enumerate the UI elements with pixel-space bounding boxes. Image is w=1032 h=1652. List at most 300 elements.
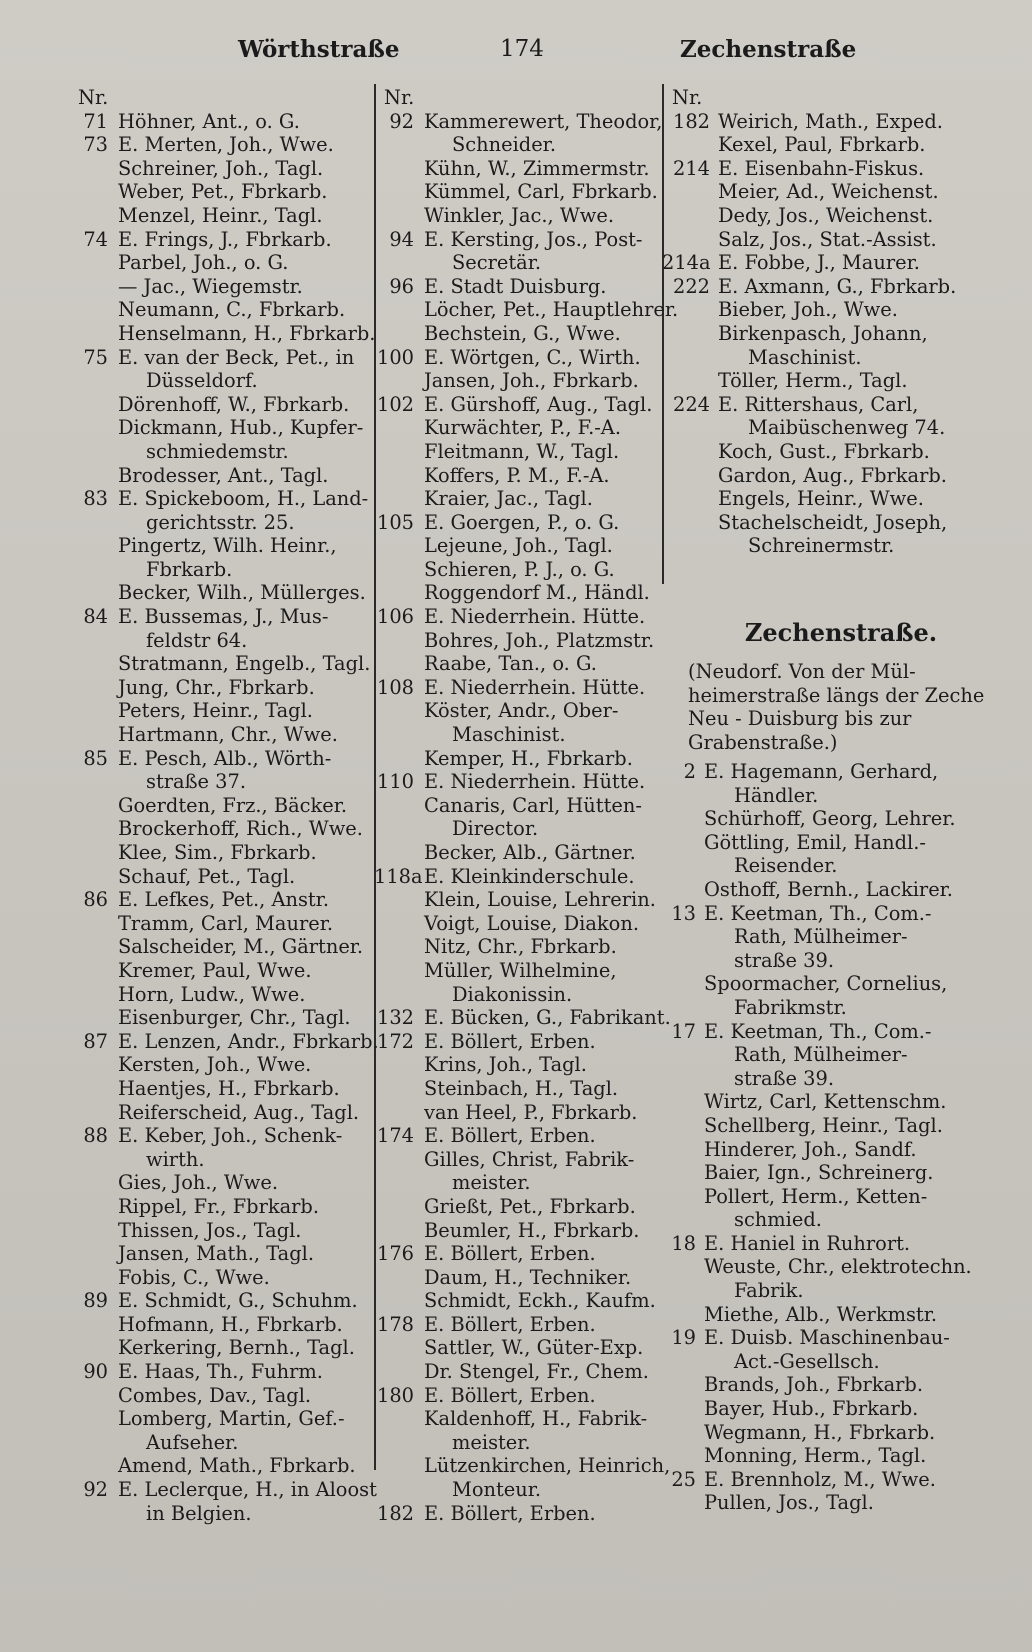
house-number: 222 [672, 274, 710, 298]
directory-entry [374, 983, 662, 1007]
directory-entry [374, 1219, 662, 1243]
directory-entry [374, 1360, 662, 1384]
directory-entry [648, 831, 992, 855]
directory-entry [374, 369, 662, 393]
directory-entry [374, 1171, 662, 1195]
directory-entry [68, 487, 368, 511]
entry-text: Pingertz, Wilh. Heinr., [118, 534, 337, 558]
house-number: 110 [376, 770, 414, 794]
directory-entry [374, 228, 662, 252]
entry-text: Sattler, W., Güter-Exp. [424, 1336, 644, 1360]
directory-entry [374, 912, 662, 936]
house-number: 83 [83, 487, 108, 511]
directory-entry [374, 1289, 662, 1313]
entry-text: Kammerewert, Theodor, [424, 109, 663, 133]
intro-line: heimerstraße längs der Zeche [688, 683, 985, 707]
directory-entry [68, 321, 376, 346]
house-number: 102 [376, 392, 414, 416]
directory-entry [648, 1468, 992, 1492]
directory-entry [68, 369, 368, 393]
entry-text: E. Lefkes, Pet., Anstr. [118, 888, 329, 912]
entry-text: Fobis, C., Wwe. [118, 1265, 270, 1289]
directory-entry [374, 1431, 662, 1455]
entry-text: Maschinist. [748, 345, 862, 369]
entry-text: Aufseher. [146, 1430, 239, 1454]
directory-entry [68, 558, 368, 582]
directory-entry [374, 1336, 662, 1360]
entry-text: Höhner, Ant., o. G. [118, 109, 300, 133]
entry-text: Menzel, Heinr., Tagl. [118, 203, 323, 227]
house-number: 174 [376, 1124, 414, 1148]
house-number: 84 [83, 605, 108, 629]
directory-entry [374, 487, 662, 511]
directory-entry [648, 949, 992, 973]
directory-entry [648, 1326, 992, 1350]
entry-text: Eisenburger, Chr., Tagl. [118, 1006, 351, 1030]
house-number-heading: Nr. [672, 86, 703, 109]
entry-text: E. Böllert, Erben. [424, 1124, 596, 1148]
entry-text: Meier, Ad., Weichenst. [718, 180, 939, 204]
entry-text: Rath, Mülheimer- [734, 925, 908, 949]
directory-entry [68, 935, 368, 959]
entry-text: E. Bussemas, J., Mus- [118, 605, 329, 629]
entry-text: E. Keetman, Th., Com.- [704, 1019, 932, 1043]
entry-text: Koffers, P. M., F.-A. [424, 463, 610, 487]
house-number: 71 [83, 109, 108, 133]
entry-text: Jung, Chr., Fbrkarb. [118, 675, 315, 699]
entry-text: E. Niederrhein. Hütte. [424, 770, 646, 794]
house-number: 89 [83, 1289, 108, 1313]
entry-text: E. Stadt Duisburg. [424, 274, 607, 298]
entry-text: E. Duisb. Maschinenbau- [704, 1326, 950, 1350]
entry-text: E. Axmann, G., Fbrkarb. [718, 274, 957, 298]
directory-entry [68, 1266, 368, 1290]
entry-text: E. Fobbe, J., Maurer. [718, 251, 920, 275]
entry-text: Baier, Ign., Schreinerg. [704, 1161, 934, 1185]
directory-entry [68, 393, 368, 417]
entry-text: Bayer, Hub., Fbrkarb. [704, 1397, 919, 1421]
directory-entry [374, 1407, 662, 1431]
entry-text: E. Pesch, Alb., Wörth- [118, 746, 332, 770]
directory-entry [68, 629, 368, 653]
entry-text: E. Bücken, G., Fabrikant. [424, 1006, 671, 1030]
entry-text: Lützenkirchen, Heinrich, [424, 1454, 671, 1478]
entry-text: Schellberg, Heinr., Tagl. [704, 1113, 943, 1137]
directory-entry [68, 794, 368, 818]
directory-entry [68, 817, 368, 841]
entry-text: Osthoff, Bernh., Lackirer. [704, 877, 953, 901]
entry-text: Horn, Ludw., Wwe. [118, 982, 306, 1006]
entry-text: Salz, Jos., Stat.-Assist. [718, 227, 937, 251]
directory-entry [648, 1279, 992, 1303]
directory-entry [374, 676, 662, 700]
entry-text: Winkler, Jac., Wwe. [424, 203, 615, 227]
entry-text: Töller, Herm., Tagl. [718, 369, 908, 393]
directory-entry [68, 110, 368, 134]
entry-text: E. Lenzen, Andr., Fbrkarb. [118, 1029, 379, 1053]
directory-entry [648, 784, 992, 808]
directory-entry [662, 487, 992, 511]
directory-entry [374, 1266, 662, 1290]
directory-entry [68, 1077, 368, 1101]
entry-text: Beumler, H., Fbrkarb. [424, 1218, 640, 1242]
directory-entry [374, 416, 662, 440]
directory-entry [68, 1313, 368, 1337]
directory-entry [68, 723, 368, 747]
directory-entry [374, 959, 662, 983]
house-number: 176 [376, 1242, 414, 1266]
directory-entry [374, 464, 662, 488]
directory-entry [648, 854, 992, 878]
directory-entry [374, 817, 662, 841]
column-number-heading [68, 86, 368, 110]
entry-text: Rath, Mülheimer- [734, 1043, 908, 1067]
house-number: 85 [83, 746, 108, 770]
house-number: 73 [83, 133, 108, 157]
directory-entry [662, 534, 992, 558]
directory-entry [648, 1350, 992, 1374]
house-number-heading: Nr. [78, 86, 109, 109]
directory-entry [648, 996, 992, 1020]
directory-entry [68, 204, 368, 228]
directory-entry [68, 841, 368, 865]
entry-text: van Heel, P., Fbrkarb. [424, 1100, 638, 1124]
entry-text: Diakonissin. [452, 982, 573, 1006]
directory-entry [68, 1407, 368, 1431]
entry-text: Dedy, Jos., Weichenst. [718, 203, 934, 227]
entry-text: Rippel, Fr., Fbrkarb. [118, 1194, 320, 1218]
entry-text: Göttling, Emil, Handl.- [704, 830, 926, 854]
entry-text: Pullen, Jos., Tagl. [704, 1491, 874, 1515]
entry-text: E. Keetman, Th., Com.- [704, 901, 932, 925]
directory-entry [68, 959, 368, 983]
entry-text: Koch, Gust., Fbrkarb. [718, 439, 930, 463]
directory-entry [374, 1148, 662, 1172]
directory-entry [68, 1360, 368, 1384]
directory-entry [648, 1138, 992, 1162]
directory-entry [68, 1195, 368, 1219]
house-number: 178 [376, 1312, 414, 1336]
directory-entry [68, 275, 368, 299]
entry-text: E. Böllert, Erben. [424, 1501, 596, 1525]
entry-text: Gilles, Christ, Fabrik- [424, 1147, 635, 1171]
directory-entry [648, 1067, 992, 1091]
page-header [0, 36, 1032, 76]
entry-text: Kümmel, Carl, Fbrkarb. [424, 180, 658, 204]
directory-entry [648, 1373, 992, 1397]
directory-entry [68, 180, 368, 204]
entry-text: Maschinist. [452, 723, 566, 747]
directory-entry [662, 511, 992, 535]
directory-entry [648, 760, 992, 784]
directory-entry [374, 1502, 662, 1526]
directory-entry [68, 346, 368, 370]
directory-entry [374, 1124, 662, 1148]
directory-entry [648, 1161, 992, 1185]
entry-text: E. Brennholz, M., Wwe. [704, 1467, 936, 1491]
header-right-street: Zechenstraße [680, 36, 857, 63]
directory-entry [374, 841, 662, 865]
entry-text: Kühn, W., Zimmermstr. [424, 156, 650, 180]
entry-text: Nitz, Chr., Fbrkarb. [424, 935, 617, 959]
directory-entry [662, 440, 992, 464]
entry-text: E. Merten, Joh., Wwe. [118, 133, 334, 157]
entry-text: Canaris, Carl, Hütten- [424, 793, 642, 817]
directory-entry [648, 878, 992, 902]
entry-text: Roggendorf M., Händl. [424, 581, 650, 605]
directory-entry [648, 1114, 992, 1138]
entry-text: Steinbach, H., Tagl. [424, 1076, 619, 1100]
directory-entry [68, 699, 368, 723]
entry-text: Kemper, H., Fbrkarb. [424, 746, 633, 770]
entry-text: Salscheider, M., Gärtner. [118, 935, 364, 959]
directory-entry [374, 1053, 662, 1077]
house-number: 25 [671, 1467, 696, 1491]
directory-entry [68, 1101, 368, 1125]
entry-text: schmied. [734, 1208, 822, 1232]
entry-text: Combes, Dav., Tagl. [118, 1383, 312, 1407]
entry-text: Stachelscheidt, Joseph, [718, 510, 948, 534]
directory-entry [374, 1384, 662, 1408]
entry-text: E. Hagemann, Gerhard, [704, 760, 939, 783]
entry-text: Hinderer, Joh., Sandf. [704, 1137, 917, 1161]
entry-text: schmiedemstr. [146, 439, 289, 463]
entry-text: Fabrikmstr. [734, 995, 847, 1019]
entry-text: Schauf, Pet., Tagl. [118, 864, 296, 888]
entry-text: Amend, Math., Fbrkarb. [118, 1454, 356, 1478]
house-number: 19 [671, 1326, 696, 1350]
entry-text: Kaldenhoff, H., Fabrik- [424, 1407, 648, 1431]
entry-text: Thissen, Jos., Tagl. [118, 1218, 302, 1242]
directory-entry [374, 534, 662, 558]
entry-text: E. Böllert, Erben. [424, 1242, 596, 1266]
directory-entry [662, 346, 992, 370]
directory-entry [648, 902, 992, 926]
directory-entry [374, 133, 662, 157]
entry-text: E. Kleinkinderschule. [424, 864, 635, 888]
directory-entry [648, 1255, 992, 1279]
directory-entry [662, 251, 992, 275]
entry-text: Weirich, Math., Exped. [718, 109, 943, 133]
directory-entry [374, 629, 662, 653]
entry-text: Henselmann, H., Fbrkarb. [118, 321, 376, 345]
directory-entry [648, 1185, 992, 1209]
entry-text: Goerdten, Frz., Bäcker. [118, 793, 348, 817]
directory-entry [68, 1124, 368, 1148]
entry-text: Schmidt, Eckh., Kaufm. [424, 1289, 656, 1313]
directory-entry [648, 972, 992, 996]
directory-entry [68, 1289, 368, 1313]
entry-text: Spoormacher, Cornelius, [704, 972, 948, 996]
directory-entry [374, 865, 662, 889]
entry-text: gerichtsstr. 25. [146, 510, 295, 534]
section-intro [688, 660, 988, 754]
directory-entry [374, 770, 662, 794]
house-number: 105 [376, 510, 414, 534]
entry-text: Wirtz, Carl, Kettenschm. [704, 1090, 947, 1114]
directory-entry [68, 1431, 368, 1455]
house-number: 108 [376, 675, 414, 699]
directory-entry [374, 1195, 662, 1219]
entry-text: E. Schmidt, G., Schuhm. [118, 1289, 358, 1313]
house-number: 172 [376, 1029, 414, 1053]
house-number: 75 [83, 345, 108, 369]
entry-text: Bieber, Joh., Wwe. [718, 298, 898, 322]
entry-text: Kremer, Paul, Wwe. [118, 958, 312, 982]
entry-text: Löcher, Pet., Hauptlehrer. [424, 298, 679, 322]
directory-entry [662, 204, 992, 228]
entry-text: Engels, Heinr., Wwe. [718, 487, 924, 511]
directory-entry [648, 1232, 992, 1256]
directory-entry [68, 1006, 368, 1030]
house-number: 90 [83, 1360, 108, 1384]
entry-text: Schürhoff, Georg, Lehrer. [704, 807, 956, 831]
directory-entry [662, 228, 992, 252]
entry-text: Monteur. [452, 1478, 542, 1502]
directory-entry [648, 1020, 992, 1044]
directory-entry [68, 1148, 368, 1172]
directory-entry [68, 1478, 377, 1502]
entry-text: Act.-Gesellsch. [734, 1349, 880, 1373]
directory-entry [374, 157, 662, 181]
directory-entry [68, 983, 368, 1007]
intro-line: Neu - Duisburg bis zur [688, 707, 912, 731]
column-woerthstrasse-end [662, 86, 992, 558]
directory-entry [68, 581, 368, 605]
entry-text: E. Böllert, Erben. [424, 1383, 596, 1407]
entry-text: Köster, Andr., Ober- [424, 699, 619, 723]
entry-text: Becker, Alb., Gärtner. [424, 841, 636, 864]
directory-entry [374, 581, 662, 605]
directory-entry [68, 1219, 368, 1243]
entry-text: Schieren, P. J., o. G. [424, 557, 615, 581]
entry-text: E. Kersting, Jos., Post- [424, 227, 643, 251]
entry-text: Grießt, Pet., Fbrkarb. [424, 1194, 636, 1218]
directory-entry [374, 935, 662, 959]
intro-line: Grabenstraße.) [688, 730, 838, 754]
directory-entry [68, 770, 368, 794]
entry-text: in Belgien. [146, 1501, 252, 1525]
entry-text: Brodesser, Ant., Tagl. [118, 463, 329, 487]
directory-entry [374, 605, 662, 629]
entry-text: Jansen, Joh., Fbrkarb. [424, 369, 639, 393]
entry-text: Müller, Wilhelmine, [424, 958, 617, 982]
directory-entry [68, 912, 368, 936]
entry-text: Haentjes, H., Fbrkarb. [118, 1076, 340, 1100]
entry-text: Pollert, Herm., Ketten- [704, 1184, 928, 1208]
directory-entry [374, 1006, 671, 1030]
house-number: 106 [376, 605, 414, 629]
entry-text: Kurwächter, P., F.-A. [424, 416, 621, 440]
directory-entry [374, 298, 679, 322]
directory-entry [374, 888, 662, 912]
directory-entry [374, 110, 662, 134]
entry-text: Händler. [734, 783, 819, 807]
column-woerthstrasse-continued [374, 86, 679, 1525]
directory-entry [68, 298, 368, 322]
house-number: 100 [376, 345, 414, 369]
entry-text: E. Haniel in Ruhrort. [704, 1231, 911, 1255]
directory-entry [68, 133, 368, 157]
entry-text: Wegmann, H., Fbrkarb. [704, 1420, 936, 1444]
house-number: 13 [671, 901, 696, 925]
entry-text: Lomberg, Martin, Gef.- [118, 1407, 345, 1431]
entry-text: meister. [452, 1430, 531, 1454]
directory-entry [68, 511, 368, 535]
directory-entry [374, 652, 662, 676]
entry-text: — Jac., Wiegemstr. [118, 274, 303, 298]
entry-text: Gardon, Aug., Fbrkarb. [718, 463, 947, 487]
directory-entry [374, 1242, 662, 1266]
page-number: 174 [500, 36, 544, 62]
house-number: 182 [376, 1501, 414, 1525]
header-left-street: Wörthstraße [238, 36, 400, 63]
directory-entry [68, 416, 368, 440]
directory-entry [68, 1336, 368, 1360]
entry-text: E. Gürshoff, Aug., Tagl. [424, 392, 653, 416]
directory-entry [374, 1478, 662, 1502]
directory-entry [374, 699, 662, 723]
entry-text: Gies, Joh., Wwe. [118, 1171, 279, 1195]
entry-text: E. van der Beck, Pet., in [118, 345, 355, 369]
column-number-heading [662, 86, 992, 110]
entry-text: Klein, Louise, Lehrerin. [424, 888, 656, 912]
directory-entry [648, 1043, 992, 1067]
entry-text: feldstr 64. [146, 628, 248, 652]
directory-entry [662, 275, 992, 299]
house-number: 92 [83, 1478, 108, 1502]
directory-entry [374, 558, 662, 582]
column-number-heading [374, 86, 662, 110]
entry-text: meister. [452, 1171, 531, 1195]
entry-text: E. Niederrhein. Hütte. [424, 675, 646, 699]
entry-text: Secretär. [452, 251, 542, 275]
directory-entry [68, 440, 368, 464]
directory-entry [648, 807, 992, 831]
directory-entry [662, 369, 992, 393]
directory-entry [374, 747, 662, 771]
entry-text: E. Böllert, Erben. [424, 1312, 596, 1336]
house-number: 18 [671, 1231, 696, 1255]
entry-text: Neumann, C., Fbrkarb. [118, 298, 346, 322]
entry-text: straße 37. [146, 770, 247, 794]
entry-text: Maibüschenweg 74. [748, 416, 946, 440]
entry-text: Stratmann, Engelb., Tagl. [118, 652, 371, 676]
entry-text: Weuste, Chr., elektrotechn. [704, 1255, 972, 1279]
entry-text: Dörenhoff, W., Fbrkarb. [118, 392, 350, 416]
entry-text: straße 39. [734, 1066, 835, 1090]
directory-entry [374, 346, 662, 370]
house-number: 2 [683, 760, 696, 783]
entry-text: Krins, Joh., Tagl. [424, 1053, 587, 1077]
entry-text: Miethe, Alb., Werkmstr. [704, 1302, 937, 1326]
house-number: 94 [389, 227, 414, 251]
house-number: 118a [374, 864, 423, 888]
entry-text: Monning, Herm., Tagl. [704, 1444, 927, 1468]
entry-text: Director. [452, 817, 539, 841]
entry-text: E. Eisenbahn-Fiskus. [718, 156, 925, 180]
entry-text: Düsseldorf. [146, 369, 258, 393]
house-number: 180 [376, 1383, 414, 1407]
directory-entry [648, 1444, 992, 1468]
entry-text: Brands, Joh., Fbrkarb. [704, 1373, 923, 1397]
entry-text: Bechstein, G., Wwe. [424, 321, 621, 345]
house-number: 87 [83, 1029, 108, 1053]
house-number: 132 [376, 1006, 414, 1030]
directory-entry [374, 794, 662, 818]
entry-text: Hofmann, H., Fbrkarb. [118, 1312, 343, 1336]
directory-entry [68, 1454, 368, 1478]
